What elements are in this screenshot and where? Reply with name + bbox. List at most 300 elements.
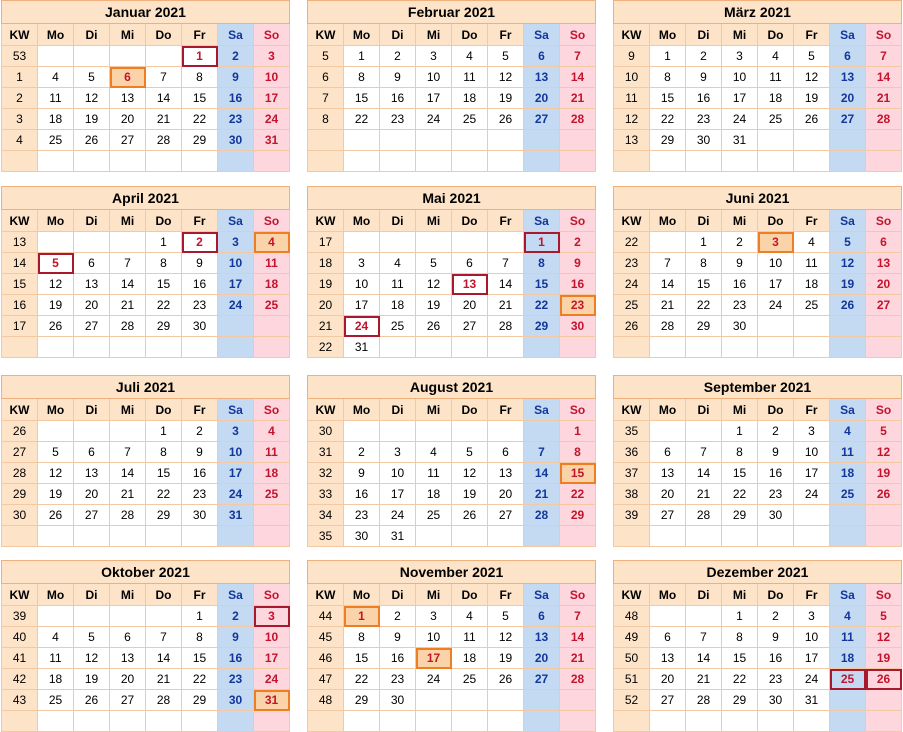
day-cell[interactable]: 2 [758,606,794,627]
day-cell[interactable] [488,711,524,732]
day-cell[interactable]: 16 [758,648,794,669]
day-cell[interactable]: 7 [488,253,524,274]
day-cell[interactable] [866,505,902,526]
day-cell[interactable] [146,337,182,358]
day-cell[interactable]: 24 [218,484,254,505]
day-cell[interactable] [650,421,686,442]
day-cell[interactable] [182,711,218,732]
day-cell[interactable]: 27 [110,690,146,711]
day-cell[interactable]: 17 [416,648,452,669]
day-cell[interactable]: 7 [524,442,560,463]
day-cell[interactable]: 28 [146,130,182,151]
day-cell[interactable]: 24 [758,295,794,316]
day-cell[interactable] [794,526,830,547]
day-cell[interactable] [524,151,560,172]
day-cell[interactable]: 23 [344,505,380,526]
day-cell[interactable]: 4 [758,46,794,67]
day-cell[interactable]: 3 [758,232,794,253]
day-cell[interactable]: 3 [794,421,830,442]
day-cell[interactable]: 2 [218,606,254,627]
day-cell[interactable]: 23 [686,109,722,130]
day-cell[interactable] [794,711,830,732]
day-cell[interactable] [686,606,722,627]
day-cell[interactable] [758,711,794,732]
day-cell[interactable]: 9 [218,67,254,88]
day-cell[interactable] [146,526,182,547]
day-cell[interactable]: 8 [686,253,722,274]
day-cell[interactable]: 20 [524,648,560,669]
day-cell[interactable]: 26 [830,295,866,316]
day-cell[interactable]: 15 [182,648,218,669]
day-cell[interactable]: 20 [110,669,146,690]
day-cell[interactable]: 27 [830,109,866,130]
day-cell[interactable]: 11 [830,442,866,463]
day-cell[interactable] [650,337,686,358]
day-cell[interactable] [254,337,290,358]
day-cell[interactable]: 14 [650,274,686,295]
day-cell[interactable]: 3 [218,421,254,442]
day-cell[interactable]: 11 [254,442,290,463]
day-cell[interactable] [416,151,452,172]
day-cell[interactable]: 8 [344,627,380,648]
day-cell[interactable]: 22 [686,295,722,316]
day-cell[interactable] [488,130,524,151]
day-cell[interactable]: 14 [488,274,524,295]
day-cell[interactable]: 14 [110,274,146,295]
day-cell[interactable] [344,130,380,151]
day-cell[interactable]: 10 [254,67,290,88]
day-cell[interactable]: 26 [794,109,830,130]
day-cell[interactable]: 14 [560,67,596,88]
day-cell[interactable]: 28 [110,505,146,526]
day-cell[interactable] [146,151,182,172]
day-cell[interactable]: 28 [110,316,146,337]
day-cell[interactable] [452,711,488,732]
day-cell[interactable] [524,690,560,711]
day-cell[interactable] [38,526,74,547]
day-cell[interactable]: 19 [38,295,74,316]
day-cell[interactable]: 13 [110,88,146,109]
day-cell[interactable]: 11 [38,88,74,109]
day-cell[interactable]: 29 [182,130,218,151]
day-cell[interactable]: 23 [182,295,218,316]
day-cell[interactable]: 28 [866,109,902,130]
day-cell[interactable] [830,526,866,547]
day-cell[interactable]: 7 [110,253,146,274]
day-cell[interactable] [794,151,830,172]
day-cell[interactable]: 19 [830,274,866,295]
day-cell[interactable]: 25 [794,295,830,316]
day-cell[interactable]: 28 [560,109,596,130]
day-cell[interactable] [146,46,182,67]
day-cell[interactable]: 16 [560,274,596,295]
day-cell[interactable]: 24 [722,109,758,130]
day-cell[interactable]: 12 [488,627,524,648]
day-cell[interactable]: 30 [722,316,758,337]
day-cell[interactable]: 8 [182,627,218,648]
day-cell[interactable]: 12 [38,274,74,295]
day-cell[interactable]: 22 [722,669,758,690]
day-cell[interactable]: 15 [182,88,218,109]
day-cell[interactable] [830,690,866,711]
day-cell[interactable]: 25 [416,505,452,526]
day-cell[interactable] [866,711,902,732]
day-cell[interactable] [758,130,794,151]
day-cell[interactable]: 20 [866,274,902,295]
day-cell[interactable]: 6 [650,442,686,463]
day-cell[interactable]: 18 [380,295,416,316]
day-cell[interactable]: 8 [524,253,560,274]
day-cell[interactable]: 17 [794,463,830,484]
day-cell[interactable]: 25 [380,316,416,337]
day-cell[interactable]: 2 [380,606,416,627]
day-cell[interactable]: 12 [74,648,110,669]
day-cell[interactable]: 14 [524,463,560,484]
day-cell[interactable]: 3 [722,46,758,67]
day-cell[interactable]: 5 [488,46,524,67]
day-cell[interactable]: 4 [794,232,830,253]
day-cell[interactable] [416,337,452,358]
day-cell[interactable]: 5 [794,46,830,67]
day-cell[interactable]: 30 [758,505,794,526]
day-cell[interactable] [182,337,218,358]
day-cell[interactable]: 10 [254,627,290,648]
day-cell[interactable]: 18 [452,88,488,109]
day-cell[interactable] [866,337,902,358]
day-cell[interactable]: 22 [146,295,182,316]
day-cell[interactable]: 14 [146,88,182,109]
day-cell[interactable]: 23 [722,295,758,316]
day-cell[interactable]: 13 [452,274,488,295]
day-cell[interactable]: 22 [146,484,182,505]
day-cell[interactable] [794,337,830,358]
day-cell[interactable]: 12 [794,67,830,88]
day-cell[interactable]: 1 [524,232,560,253]
day-cell[interactable]: 11 [38,648,74,669]
day-cell[interactable]: 6 [524,606,560,627]
day-cell[interactable] [254,526,290,547]
day-cell[interactable]: 7 [146,67,182,88]
day-cell[interactable] [830,151,866,172]
day-cell[interactable]: 30 [182,505,218,526]
day-cell[interactable]: 13 [830,67,866,88]
day-cell[interactable]: 1 [182,46,218,67]
day-cell[interactable]: 20 [110,109,146,130]
day-cell[interactable] [344,151,380,172]
day-cell[interactable]: 23 [218,669,254,690]
day-cell[interactable] [380,421,416,442]
day-cell[interactable]: 18 [830,648,866,669]
day-cell[interactable]: 21 [866,88,902,109]
day-cell[interactable]: 6 [74,253,110,274]
day-cell[interactable] [110,606,146,627]
day-cell[interactable] [218,711,254,732]
day-cell[interactable]: 8 [344,67,380,88]
day-cell[interactable] [830,316,866,337]
day-cell[interactable]: 12 [38,463,74,484]
day-cell[interactable]: 21 [146,109,182,130]
day-cell[interactable]: 1 [560,421,596,442]
day-cell[interactable] [560,526,596,547]
day-cell[interactable]: 25 [452,109,488,130]
day-cell[interactable]: 17 [722,88,758,109]
day-cell[interactable] [524,421,560,442]
day-cell[interactable] [254,316,290,337]
day-cell[interactable]: 26 [74,690,110,711]
day-cell[interactable]: 29 [560,505,596,526]
day-cell[interactable] [416,232,452,253]
day-cell[interactable]: 19 [794,88,830,109]
day-cell[interactable]: 23 [182,484,218,505]
day-cell[interactable]: 7 [866,46,902,67]
day-cell[interactable]: 29 [146,316,182,337]
day-cell[interactable]: 30 [218,130,254,151]
day-cell[interactable] [218,316,254,337]
day-cell[interactable]: 29 [344,690,380,711]
day-cell[interactable]: 27 [866,295,902,316]
day-cell[interactable]: 3 [416,606,452,627]
day-cell[interactable]: 21 [524,484,560,505]
day-cell[interactable]: 25 [254,295,290,316]
day-cell[interactable]: 28 [560,669,596,690]
day-cell[interactable]: 20 [830,88,866,109]
day-cell[interactable]: 25 [830,484,866,505]
day-cell[interactable] [830,711,866,732]
day-cell[interactable]: 13 [524,67,560,88]
day-cell[interactable]: 29 [146,505,182,526]
day-cell[interactable]: 16 [218,88,254,109]
day-cell[interactable]: 26 [38,505,74,526]
day-cell[interactable]: 1 [146,421,182,442]
day-cell[interactable]: 11 [830,627,866,648]
day-cell[interactable]: 24 [344,316,380,337]
day-cell[interactable]: 20 [650,669,686,690]
day-cell[interactable]: 22 [524,295,560,316]
day-cell[interactable]: 27 [110,130,146,151]
day-cell[interactable] [758,316,794,337]
day-cell[interactable]: 30 [218,690,254,711]
day-cell[interactable]: 9 [182,442,218,463]
day-cell[interactable]: 4 [38,627,74,648]
day-cell[interactable]: 21 [686,484,722,505]
day-cell[interactable]: 15 [722,463,758,484]
day-cell[interactable]: 26 [488,669,524,690]
day-cell[interactable] [254,151,290,172]
day-cell[interactable]: 26 [74,130,110,151]
day-cell[interactable] [380,337,416,358]
day-cell[interactable] [110,232,146,253]
day-cell[interactable]: 19 [38,484,74,505]
day-cell[interactable]: 22 [182,669,218,690]
day-cell[interactable]: 4 [452,606,488,627]
day-cell[interactable]: 3 [794,606,830,627]
day-cell[interactable]: 24 [416,669,452,690]
day-cell[interactable]: 30 [686,130,722,151]
day-cell[interactable]: 27 [74,316,110,337]
day-cell[interactable]: 9 [182,253,218,274]
day-cell[interactable]: 10 [416,67,452,88]
day-cell[interactable] [38,232,74,253]
day-cell[interactable] [794,130,830,151]
day-cell[interactable]: 13 [110,648,146,669]
day-cell[interactable]: 13 [488,463,524,484]
day-cell[interactable]: 5 [488,606,524,627]
day-cell[interactable] [758,526,794,547]
day-cell[interactable]: 18 [758,88,794,109]
day-cell[interactable]: 6 [650,627,686,648]
day-cell[interactable]: 25 [830,669,866,690]
day-cell[interactable]: 13 [650,463,686,484]
day-cell[interactable]: 5 [38,253,74,274]
day-cell[interactable]: 28 [488,316,524,337]
day-cell[interactable]: 26 [866,484,902,505]
day-cell[interactable]: 17 [758,274,794,295]
day-cell[interactable]: 1 [344,46,380,67]
day-cell[interactable] [722,337,758,358]
day-cell[interactable]: 9 [722,253,758,274]
day-cell[interactable] [218,151,254,172]
day-cell[interactable] [560,711,596,732]
day-cell[interactable] [488,337,524,358]
day-cell[interactable] [38,151,74,172]
day-cell[interactable] [110,46,146,67]
day-cell[interactable]: 9 [686,67,722,88]
day-cell[interactable] [452,690,488,711]
day-cell[interactable]: 30 [758,690,794,711]
day-cell[interactable] [146,606,182,627]
day-cell[interactable] [74,606,110,627]
day-cell[interactable] [38,606,74,627]
day-cell[interactable]: 3 [254,46,290,67]
day-cell[interactable] [74,151,110,172]
day-cell[interactable]: 10 [794,627,830,648]
day-cell[interactable]: 5 [38,442,74,463]
day-cell[interactable]: 23 [380,109,416,130]
day-cell[interactable]: 2 [722,232,758,253]
day-cell[interactable]: 30 [344,526,380,547]
day-cell[interactable]: 19 [416,295,452,316]
day-cell[interactable]: 24 [254,669,290,690]
day-cell[interactable]: 24 [794,669,830,690]
day-cell[interactable] [830,505,866,526]
day-cell[interactable] [524,711,560,732]
day-cell[interactable]: 31 [344,337,380,358]
day-cell[interactable]: 12 [830,253,866,274]
day-cell[interactable] [866,151,902,172]
day-cell[interactable] [218,337,254,358]
day-cell[interactable]: 4 [38,67,74,88]
day-cell[interactable]: 30 [182,316,218,337]
day-cell[interactable]: 25 [758,109,794,130]
day-cell[interactable] [686,337,722,358]
day-cell[interactable] [380,130,416,151]
day-cell[interactable] [74,46,110,67]
day-cell[interactable]: 19 [866,463,902,484]
day-cell[interactable]: 5 [830,232,866,253]
day-cell[interactable] [74,337,110,358]
day-cell[interactable]: 5 [74,627,110,648]
day-cell[interactable] [452,337,488,358]
day-cell[interactable]: 16 [182,463,218,484]
day-cell[interactable] [686,711,722,732]
day-cell[interactable] [866,316,902,337]
day-cell[interactable]: 25 [38,690,74,711]
day-cell[interactable]: 20 [74,295,110,316]
day-cell[interactable]: 3 [254,606,290,627]
day-cell[interactable] [38,337,74,358]
day-cell[interactable]: 18 [794,274,830,295]
day-cell[interactable]: 20 [488,484,524,505]
day-cell[interactable] [524,130,560,151]
day-cell[interactable]: 4 [254,232,290,253]
day-cell[interactable]: 24 [794,484,830,505]
day-cell[interactable]: 27 [524,669,560,690]
day-cell[interactable]: 16 [380,648,416,669]
day-cell[interactable]: 4 [830,421,866,442]
day-cell[interactable] [452,130,488,151]
day-cell[interactable]: 31 [794,690,830,711]
day-cell[interactable] [182,526,218,547]
day-cell[interactable]: 16 [722,274,758,295]
day-cell[interactable] [866,690,902,711]
day-cell[interactable] [866,130,902,151]
day-cell[interactable] [74,526,110,547]
day-cell[interactable]: 8 [722,442,758,463]
day-cell[interactable]: 8 [722,627,758,648]
day-cell[interactable]: 28 [146,690,182,711]
day-cell[interactable] [38,46,74,67]
day-cell[interactable] [488,421,524,442]
day-cell[interactable]: 9 [218,627,254,648]
day-cell[interactable]: 15 [344,648,380,669]
day-cell[interactable]: 16 [344,484,380,505]
day-cell[interactable]: 18 [254,274,290,295]
day-cell[interactable]: 17 [218,274,254,295]
day-cell[interactable]: 27 [452,316,488,337]
day-cell[interactable]: 12 [416,274,452,295]
day-cell[interactable]: 20 [650,484,686,505]
day-cell[interactable]: 18 [254,463,290,484]
day-cell[interactable] [146,711,182,732]
day-cell[interactable] [650,606,686,627]
day-cell[interactable]: 5 [866,606,902,627]
day-cell[interactable]: 27 [74,505,110,526]
day-cell[interactable]: 8 [146,442,182,463]
day-cell[interactable]: 11 [416,463,452,484]
day-cell[interactable]: 15 [722,648,758,669]
day-cell[interactable]: 6 [452,253,488,274]
day-cell[interactable] [488,151,524,172]
day-cell[interactable]: 17 [344,295,380,316]
day-cell[interactable]: 26 [488,109,524,130]
day-cell[interactable]: 6 [110,627,146,648]
day-cell[interactable]: 31 [254,690,290,711]
day-cell[interactable]: 22 [182,109,218,130]
day-cell[interactable]: 16 [686,88,722,109]
day-cell[interactable] [686,421,722,442]
day-cell[interactable] [416,421,452,442]
day-cell[interactable]: 10 [380,463,416,484]
day-cell[interactable] [452,232,488,253]
day-cell[interactable]: 11 [452,627,488,648]
day-cell[interactable]: 1 [146,232,182,253]
day-cell[interactable]: 21 [560,88,596,109]
day-cell[interactable] [758,337,794,358]
day-cell[interactable]: 12 [866,627,902,648]
day-cell[interactable] [794,316,830,337]
day-cell[interactable]: 20 [74,484,110,505]
day-cell[interactable] [488,526,524,547]
